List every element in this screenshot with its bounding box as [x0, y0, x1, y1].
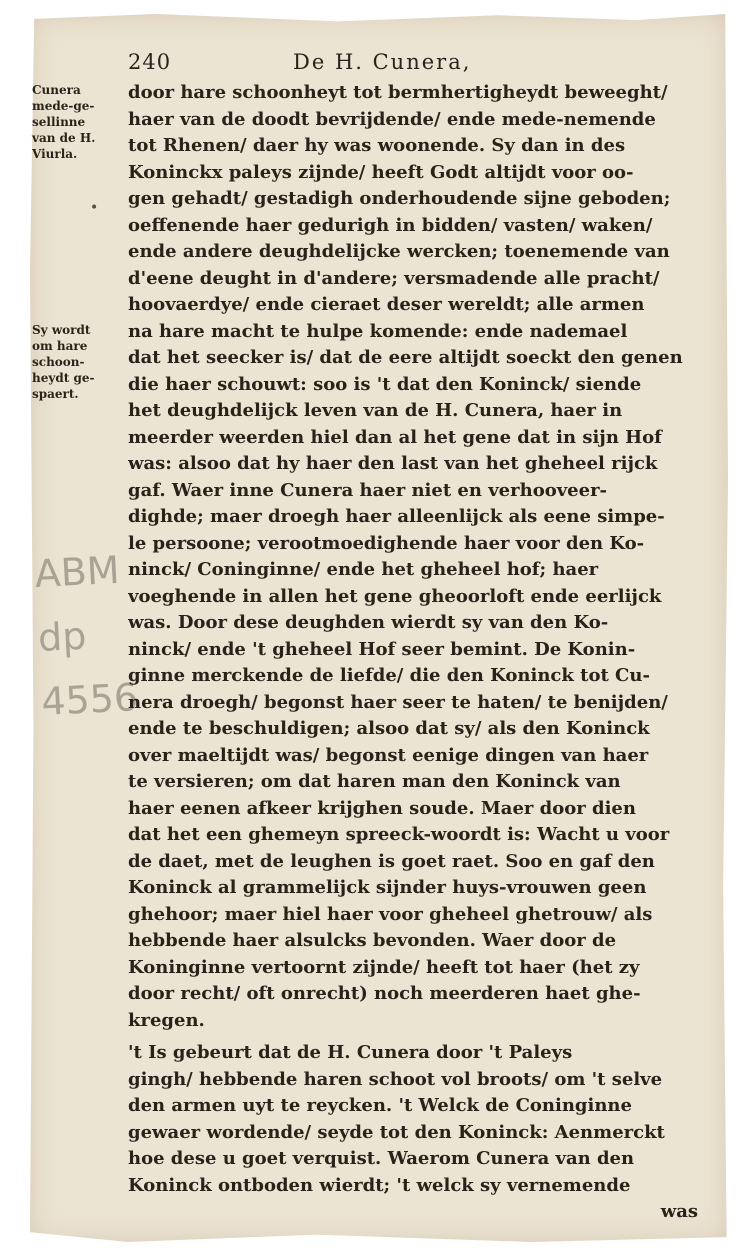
page-header — [128, 50, 688, 78]
margin-note-line: heydt ge- — [32, 371, 95, 385]
catchword: was — [660, 1201, 698, 1222]
text-line: den armen uyt te reycken. 't Welck de Coninginne — [128, 1095, 632, 1116]
text-line: dat het seecker is/ dat de eere altijdt soeckt den genen — [128, 347, 683, 368]
margin-note-1 — [32, 82, 124, 162]
text-line: gaf. Waer inne Cunera haer niet en verhooveer- — [128, 479, 608, 501]
text-line: haer eenen afkeer krijghen soude. Maer door dien — [128, 797, 636, 819]
page-number: 240 — [128, 50, 172, 74]
text-line: dat het een ghemeyn spreeck-woordt is: Wacht u voor — [128, 824, 670, 845]
text-line: die haer schouwt: soo is 't dat den Koninck/ siende — [128, 373, 642, 395]
text-line: nera droegh/ begonst haer seer te haten/ te benijden/ — [128, 691, 668, 713]
text-line: d'eene deught in d'andere; versmadende alle pracht/ — [128, 267, 660, 289]
text-line: meerder weerden hiel dan al het gene dat in sijn Hof — [128, 426, 662, 448]
margin-note-line: van de H. — [32, 131, 96, 145]
margin-note-line: spaert. — [32, 387, 79, 401]
text-line: gingh/ hebbende haren schoot vol broots/ om 't selve — [128, 1068, 663, 1090]
text-line: over maeltijdt was/ begonst eenige dingen van haer — [128, 744, 649, 766]
text-line: hoe dese u goet verquist. Waerom Cunera van den — [128, 1148, 635, 1169]
margin-note-line: Sy wordt — [32, 323, 91, 337]
text-line: de daet, met de leughen is goet raet. Soo en gaf den — [128, 850, 655, 872]
text-line: na hare macht te hulpe komende: ende nademael — [128, 320, 628, 342]
text-line: Koninck ontboden wierdt; 't welck sy vernemende — [128, 1174, 631, 1196]
text-line: Koninckx paleys zijnde/ heeft Godt altijdt voor oo- — [128, 161, 634, 183]
margin-note-line: Cunera — [32, 83, 81, 97]
text-line: te versieren; om dat haren man den Koninck van — [128, 771, 621, 792]
text-line: door recht/ oft onrecht) noch meerderen haet ghe- — [128, 983, 641, 1004]
text-line: ghehoor; maer hiel haer voor gheheel ghetrouw/ als — [128, 903, 653, 925]
text-line: hoovaerdye/ ende cieraet deser wereldt; alle armen — [128, 294, 645, 315]
margin-note-2 — [32, 322, 124, 402]
text-line: was. Door dese deughden wierdt sy van den Ko- — [128, 612, 609, 633]
pencil-line: dp — [36, 613, 88, 661]
text-line: tot Rhenen/ daer hy was woonende. Sy dan in des — [128, 135, 626, 156]
text-line: gen gehadt/ gestadigh onderhoudende sijne geboden; — [128, 188, 671, 209]
text-line: hebbende haer alsulcks bevonden. Waer door de — [128, 930, 617, 951]
text-line: 't Is gebeurt dat de H. Cunera door 't Paleys — [128, 1042, 573, 1063]
text-line: was: alsoo dat hy haer den last van het gheheel rijck — [128, 453, 658, 474]
pencil-line: 4556 — [40, 674, 140, 724]
text-line: voeghende in allen het gene gheoorloft ende eerlijck — [128, 585, 662, 607]
text-line: dighde; maer droegh haer alleenlijck als eene simpe- — [128, 506, 665, 527]
text-line: Koninck al grammelijck sijnder huys-vrouwen geen — [128, 877, 647, 898]
text-line: door hare schoonheyt tot bermhertigheydt beweeght/ — [128, 82, 668, 103]
margin-note-line: om hare — [32, 339, 88, 353]
ink-dot: • — [90, 200, 99, 216]
margin-note-line: schoon- — [32, 355, 85, 369]
pencil-inscription — [33, 538, 140, 734]
text-line: ende te beschuldigen; alsoo dat sy/ als den Koninck — [128, 718, 650, 739]
margin-note-line: sellinne — [32, 115, 86, 129]
text-line: kregen. — [128, 1009, 205, 1031]
running-title: De H. Cunera, — [293, 50, 472, 74]
text-line: Koninginne vertoornt zijnde/ heeft tot haer (het zy — [128, 956, 640, 978]
pencil-line: ABM — [33, 547, 121, 597]
text-line: gewaer wordende/ seyde tot den Koninck: Aenmerckt — [128, 1121, 665, 1143]
margin-note-line: Viurla. — [32, 147, 78, 161]
text-line: ninck/ Coninginne/ ende het gheheel hof; haer — [128, 559, 599, 580]
text-line: ginne merckende de liefde/ die den Koninck tot Cu- — [128, 665, 650, 686]
text-line: ende andere deughdelijcke wercken; toenemende van — [128, 241, 670, 262]
text-line: oeffenende haer gedurigh in bidden/ vasten/ waken/ — [128, 214, 653, 236]
text-line: ninck/ ende 't gheheel Hof seer bemint. De Konin- — [128, 638, 636, 660]
text-line: het deughdelijck leven van de H. Cunera, haer in — [128, 400, 623, 421]
text-line: haer van de doodt bevrijdende/ ende mede-nemende — [128, 108, 656, 130]
text-line: le persoone; verootmoedighende haer voor den Ko- — [128, 532, 645, 554]
margin-note-line: mede-ge- — [32, 99, 95, 113]
body-text — [128, 80, 716, 1226]
